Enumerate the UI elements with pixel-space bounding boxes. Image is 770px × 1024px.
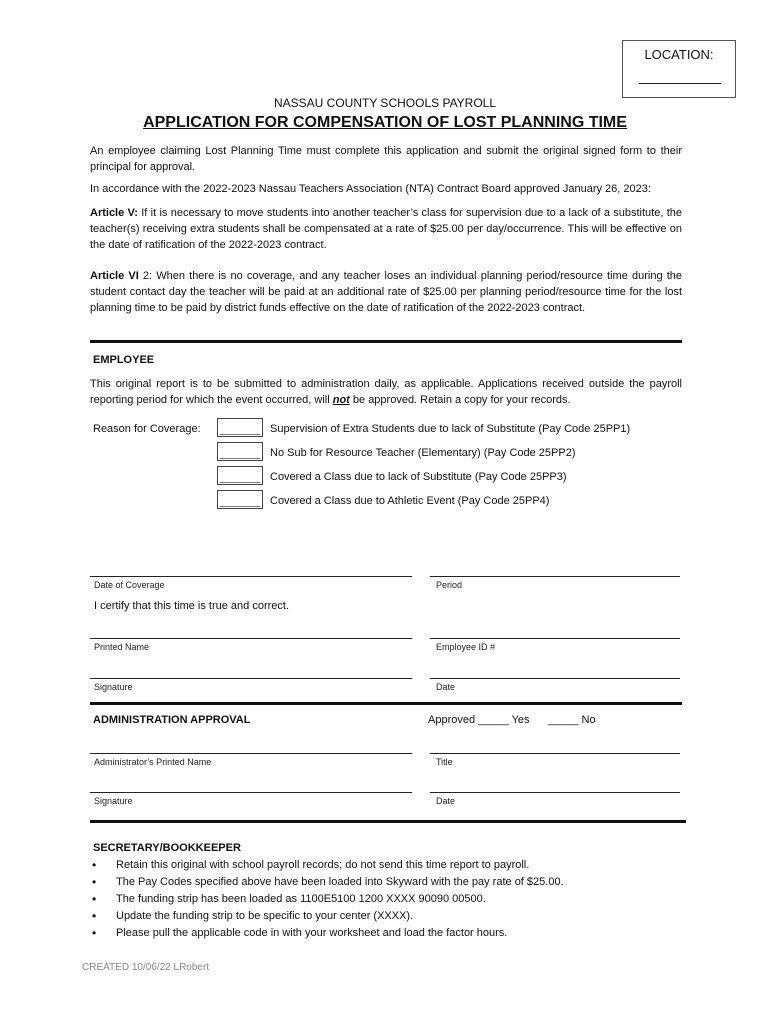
article-v-text: If it is necessary to move students into another teacher’s class for supervision due to a lack of a substitute, the teacher(s) receiving extra students shall be compensated at a rate of $25.00 per day/occurrence. This will be effective on the date of ratification of the 2022-2023 contract. [90, 207, 682, 251]
employee-signature-label: Signature [94, 682, 133, 692]
article-vi-text: 2: When there is no coverage, and any teacher loses an individual planning period/resource time during the student contact day the teacher will be paid at an additional rate of $25.00 per planning period/resource time for the lost planning time to be paid by district funds effective on the date of ratification of the 2022-2023 contract. [90, 270, 682, 314]
printed-name-label: Printed Name [94, 642, 150, 652]
article-vi-label: Article VI [90, 270, 139, 282]
admin-printed-name-field[interactable] [90, 753, 412, 754]
date-of-coverage-field[interactable] [90, 576, 412, 577]
list-item: • Please pull the applicable code in with your worksheet and load the factor hours. [90, 925, 690, 942]
admin-signature-label: Signature [94, 796, 133, 806]
intro-paragraph: An employee claiming Lost Planning Time must complete this application and submit the original signed form to their principal for approval. [90, 145, 682, 173]
employee-date-label: Date [436, 682, 456, 692]
checkbox-25pp2[interactable] [217, 442, 263, 461]
contract-paragraph: In accordance with the 2022-2023 Nassau Teachers Association (NTA) Contract Board approved January 26, 2023: [90, 183, 651, 195]
option-25pp2: No Sub for Resource Teacher (Elementary) (Pay Code 25PP2) [270, 447, 576, 459]
admin-printed-name-label: Administrator’s Printed Name [94, 757, 212, 767]
article-v-label: Article V: [90, 207, 138, 219]
secretary-heading: SECRETARY/BOOKKEEPER [93, 842, 241, 854]
list-item: • The Pay Codes specified above have been loaded into Skyward with the pay rate of $25.00. [90, 874, 690, 891]
printed-name-field[interactable] [90, 638, 412, 639]
approval-selector[interactable]: Approved _____ Yes _____ No [428, 714, 596, 726]
checkbox-25pp3[interactable] [217, 466, 263, 485]
section-divider [90, 340, 682, 343]
date-of-coverage-label: Date of Coverage [94, 580, 165, 590]
location-label: LOCATION: [644, 47, 714, 62]
article-v-paragraph [90, 205, 682, 253]
list-item: • Retain this original with school payroll records; do not send this time report to payroll. [90, 857, 690, 874]
admin-title-label: Title [436, 757, 453, 767]
created-footer: CREATED 10/06/22 LRobert [82, 962, 210, 973]
period-field[interactable] [430, 576, 680, 577]
employee-signature-field[interactable] [90, 678, 412, 679]
reason-label: Reason for Coverage: [93, 423, 201, 435]
employee-instructions: This original report is to be submitted to administration daily, as applicable. Applications received outside the payroll reporting period for which the event occurred, will not be approved. Retain a copy for your records. [90, 378, 682, 406]
option-25pp4: Covered a Class due to Athletic Event (Pay Code 25PP4) [270, 495, 550, 507]
employee-id-field[interactable] [430, 638, 680, 639]
article-vi-paragraph [90, 268, 682, 316]
admin-date-field[interactable] [430, 792, 680, 793]
period-label: Period [436, 580, 463, 590]
certify-statement: I certify that this time is true and correct. [94, 600, 290, 612]
admin-title-field[interactable] [430, 753, 680, 754]
option-25pp3: Covered a Class due to lack of Substitute (Pay Code 25PP3) [270, 471, 567, 483]
admin-heading: ADMINISTRATION APPROVAL [93, 714, 251, 726]
location-field-line[interactable] [639, 83, 721, 84]
employee-date-field[interactable] [430, 678, 680, 679]
employee-id-label: Employee ID # [436, 642, 496, 652]
location-box [622, 40, 736, 98]
list-item: • The funding strip has been loaded as 1100E5100 1200 XXXX 90090 00500. [90, 891, 690, 908]
not-emphasis: not [332, 394, 350, 406]
checkbox-25pp1[interactable] [217, 418, 263, 437]
list-item: • Update the funding strip to be specific to your center (XXXX). [90, 908, 690, 925]
organization-name: NASSAU COUNTY SCHOOLS PAYROLL [273, 96, 497, 110]
form-title: APPLICATION FOR COMPENSATION OF LOST PLANNING TIME [143, 114, 627, 131]
admin-signature-field[interactable] [90, 792, 412, 793]
employee-heading: EMPLOYEE [93, 354, 155, 366]
section-divider [90, 820, 686, 823]
option-25pp1: Supervision of Extra Students due to lack of Substitute (Pay Code 25PP1) [270, 423, 631, 435]
admin-date-label: Date [436, 796, 456, 806]
checkbox-25pp4[interactable] [217, 490, 263, 509]
section-divider [90, 702, 682, 705]
secretary-instructions [90, 857, 690, 942]
